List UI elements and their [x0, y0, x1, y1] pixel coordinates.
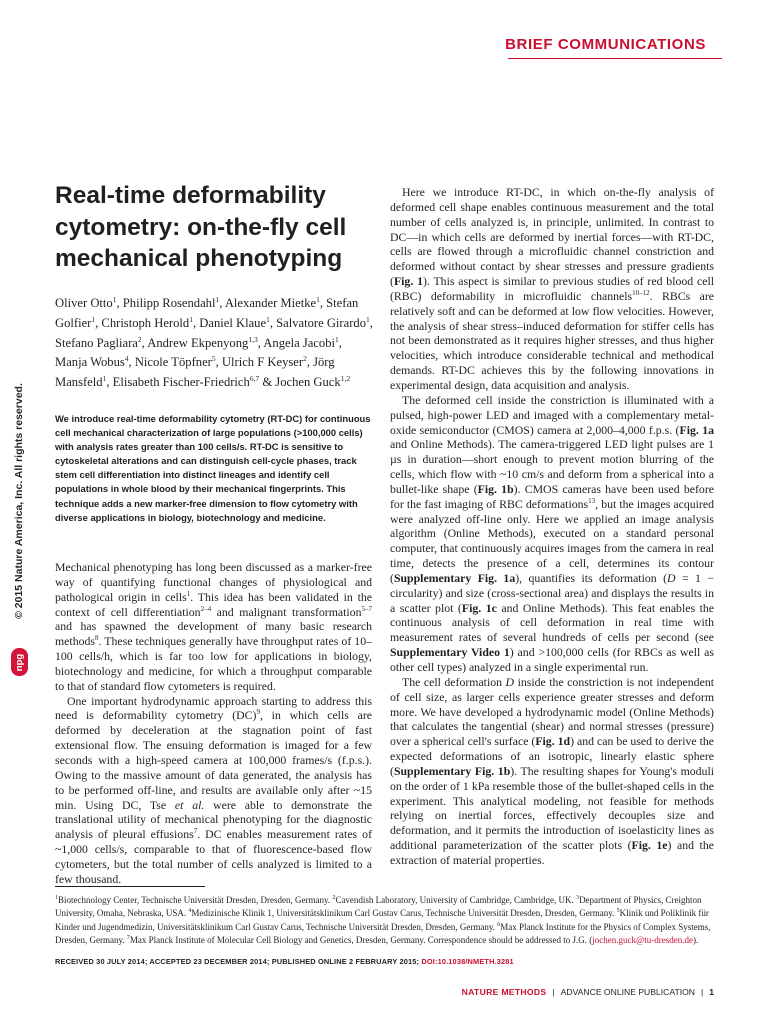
article-title: Real-time deformability cytometry: on-the-fly cell mechanical phenotyping — [55, 182, 347, 272]
left-column-body — [55, 560, 372, 887]
doi-link[interactable]: DOI:10.1038/NMETH.3281 — [421, 957, 514, 966]
correspondence-email[interactable]: jochen.guck@tu-dresden.de — [592, 934, 693, 945]
paragraph: Here we introduce RT-DC, in which on-the-fly analysis of deformed cell shape enables continuous measurement and the total number of cells analyzed is, in principle, unlimited. In contrast to DC—in which cells are deformed by inertial forces—with RT-DC, cells are flowed through a microfluidic channel constriction and deformed without contact by shear stresses and pressure gradients (Fig. 1). This aspect is similar to previous studies of red blood cell (RBC) deformability in microfluidic channels$^{10-12}$. RBCs are relatively soft and can be deformed at low flow velocities. However, the analysis of shear stress–induced deformation for stiffer cells has not been demonstrated as it requires higher stresses, and thus higher velocities, which introduce considerable technical and methodical demands. RT-DC achieves this by the following innovations in experimental design, data acquisition and analysis. — [390, 185, 714, 392]
abstract: We introduce real-time deformability cytometry (RT-DC) for continuous cell mechanical characterization of large populations (>100,000 cells) with analysis rates greater than 100 cells/s. RT-DC is sensitive to cytoskeletal alterations and can distinguish cell-cycle phases, track stem cell differentiation into distinct lineages and identify cell populations in whole blood by their mechanical fingerprints. This technique adds a new marker-free dimension to flow cytometry with diverse applications in biology, biotechnology and medicine. — [55, 413, 371, 523]
right-column-body — [390, 185, 714, 868]
publication-dates: RECEIVED 30 JULY 2014; ACCEPTED 23 DECEMBER 2014; PUBLISHED ONLINE 2 FEBRUARY 2015; DOI:10.1038/NMETH.3281 — [55, 957, 514, 966]
section-label: BRIEF COMMUNICATIONS — [505, 36, 706, 53]
section-rule — [508, 58, 722, 59]
publication-status: ADVANCE ONLINE PUBLICATION — [560, 987, 695, 997]
page-footer — [462, 987, 714, 997]
footer-separator: | — [552, 987, 555, 997]
author-list: Oliver Otto$^1$, Philipp Rosendahl$^1$, Alexander Mietke$^1$, Stefan Golfier$^1$, Christoph Herold$^1$, Daniel Klaue$^1$, Salvatore Girardo$^1$, Stefano Pagliara$^2$, Andrew Ekpenyong$^{1,3}$, Angela Jacobi$^1$, Manja Wobus$^4$, Nicole Töpfner$^5$, Ulrich F Keyser$^2$, Jörg Mansfeld$^1$, Elisabeth Fischer-Friedrich$^{6,7}$ & Jochen Guck$^{1,2}$ — [55, 295, 373, 390]
paragraph: The deformed cell inside the constriction is illuminated with a pulsed, high-power LED and imaged with a complementary metal-oxide semiconductor (CMOS) camera at 2,000–4,000 f.p.s. (Fig. 1a and Online Methods). The camera-triggered LED light pulses are 1 µs in duration—short enough to prevent motion blurring of the cells, which flow with ~10 cm/s and deform from a spherical into a bullet-like shape (Fig. 1b). CMOS cameras have been used before for the fast imaging of RBC deformations$^{13}$, but the images acquired were analyzed off-line only. Here we applied an image analysis algorithm (Online Methods), executed on a standard personal computer, that continuously acquires images from the camera in real time, detects the presence of a cell, determines its contour (Supplementary Fig. 1a), quantifies its deformation (D = 1 − circularity) and size (cross-sectional area) and displays the results in a scatter plot (Fig. 1c and Online Methods). This feat enables the continuous analysis of cell deformation in real time with measurement rates of several hundreds of cells per second (see Supplementary Video 1) and >100,000 cells (for RBCs as well as other cell types) analyzed in a single experimental run. — [390, 392, 715, 674]
page-number: 1 — [709, 987, 714, 997]
journal-name: NATURE METHODS — [461, 987, 547, 997]
affiliations: $^1$Biotechnology Center, Technische Universität Dresden, Dresden, Germany. $^2$Cavendish Laboratory, University of Cambridge, Cambridge, UK. $^3$Department of Physics, Creighton University, Omaha, Nebraska, USA. $^4$Medizinische Klinik 1, Universitätsklinikum Carl Gustav Carus, Technische Universität Dresden, Dresden, Germany. $^5$Klinik und Poliklinik für Kinder und Jugendmedizin, Universitätsklinikum Carl Gustav Carus, Technische Universität Dresden, Dresden, Germany. $^6$Max Planck Institute for the Physics of Complex Systems, Dresden, Germany. $^7$Max Planck Institute of Molecular Cell Biology and Genetics, Dresden, Germany. Correspondence should be addressed to J.G. (jochen.guck@tu-dresden.de). — [55, 895, 711, 945]
footer-separator: | — [700, 987, 704, 997]
paragraph: The cell deformation D inside the constriction is not independent of cell size, as larger cells experience greater stresses and deform more. We have developed a hydrodynamic model (Online Methods) that calculates the tangential (shear) and normal stresses (pressure) over a spherical cell's surface (Fig. 1d) and can be used to derive the expected deformations of an isotropic, linearly elastic sphere (Supplementary Fig. 1b). The resulting shapes for Young's moduli on the order of 1 kPa resemble those of the bullet-shaped cells in the experiment. This analytical modeling, not feasible for methods relying on inertial forces, effectively decouples size and deformation, and it permits the introduction of isoelasticity lines as additional parameterization of the scatter plots (Fig. 1e) and the extraction of material properties. — [390, 674, 715, 867]
paragraph: Mechanical phenotyping has long been discussed as a marker-free way of quantifying functional changes of physiological and pathological origin in cells$^1$. This idea has been validated in the context of cell differentiation$^{2-4}$ and malignant transformation$^{5-7}$ and has spawned the development of many basic research methods$^8$. These techniques generally have throughput rates of 10–100 cells/h, which is far too low for applications in biology, biotechnology and medicine, for which a throughput comparable to that of standard flow cytometers is required. — [55, 560, 372, 693]
paragraph: One important hydrodynamic approach starting to address this need is deformability cytometry (DC)$^9$, in which cells are deformed by deceleration at the stagnation point of fast extensional flow. The ensuing deformation is imaged for a few seconds with a high-speed camera at 100,000 frames/s (f.p.s.). Owing to the massive amount of data generated, the analysis has to be performed off-line, and results are available only after ~15 min. Using DC, Tse et al. were able to demonstrate the translational utility of mechanical phenotyping for the diagnostic analysis of pleural effusions$^7$. DC enables measurement rates of ~1,000 cells/s, comparable to that of fluorescence-based flow cytometers, but the total number of cells analyzed is limited to a few thousand. — [55, 693, 372, 886]
copyright-notice: © 2015 Nature America, Inc. All rights reserved. — [13, 383, 25, 619]
footnote-rule — [55, 886, 205, 887]
npg-logo: npg — [11, 648, 28, 676]
